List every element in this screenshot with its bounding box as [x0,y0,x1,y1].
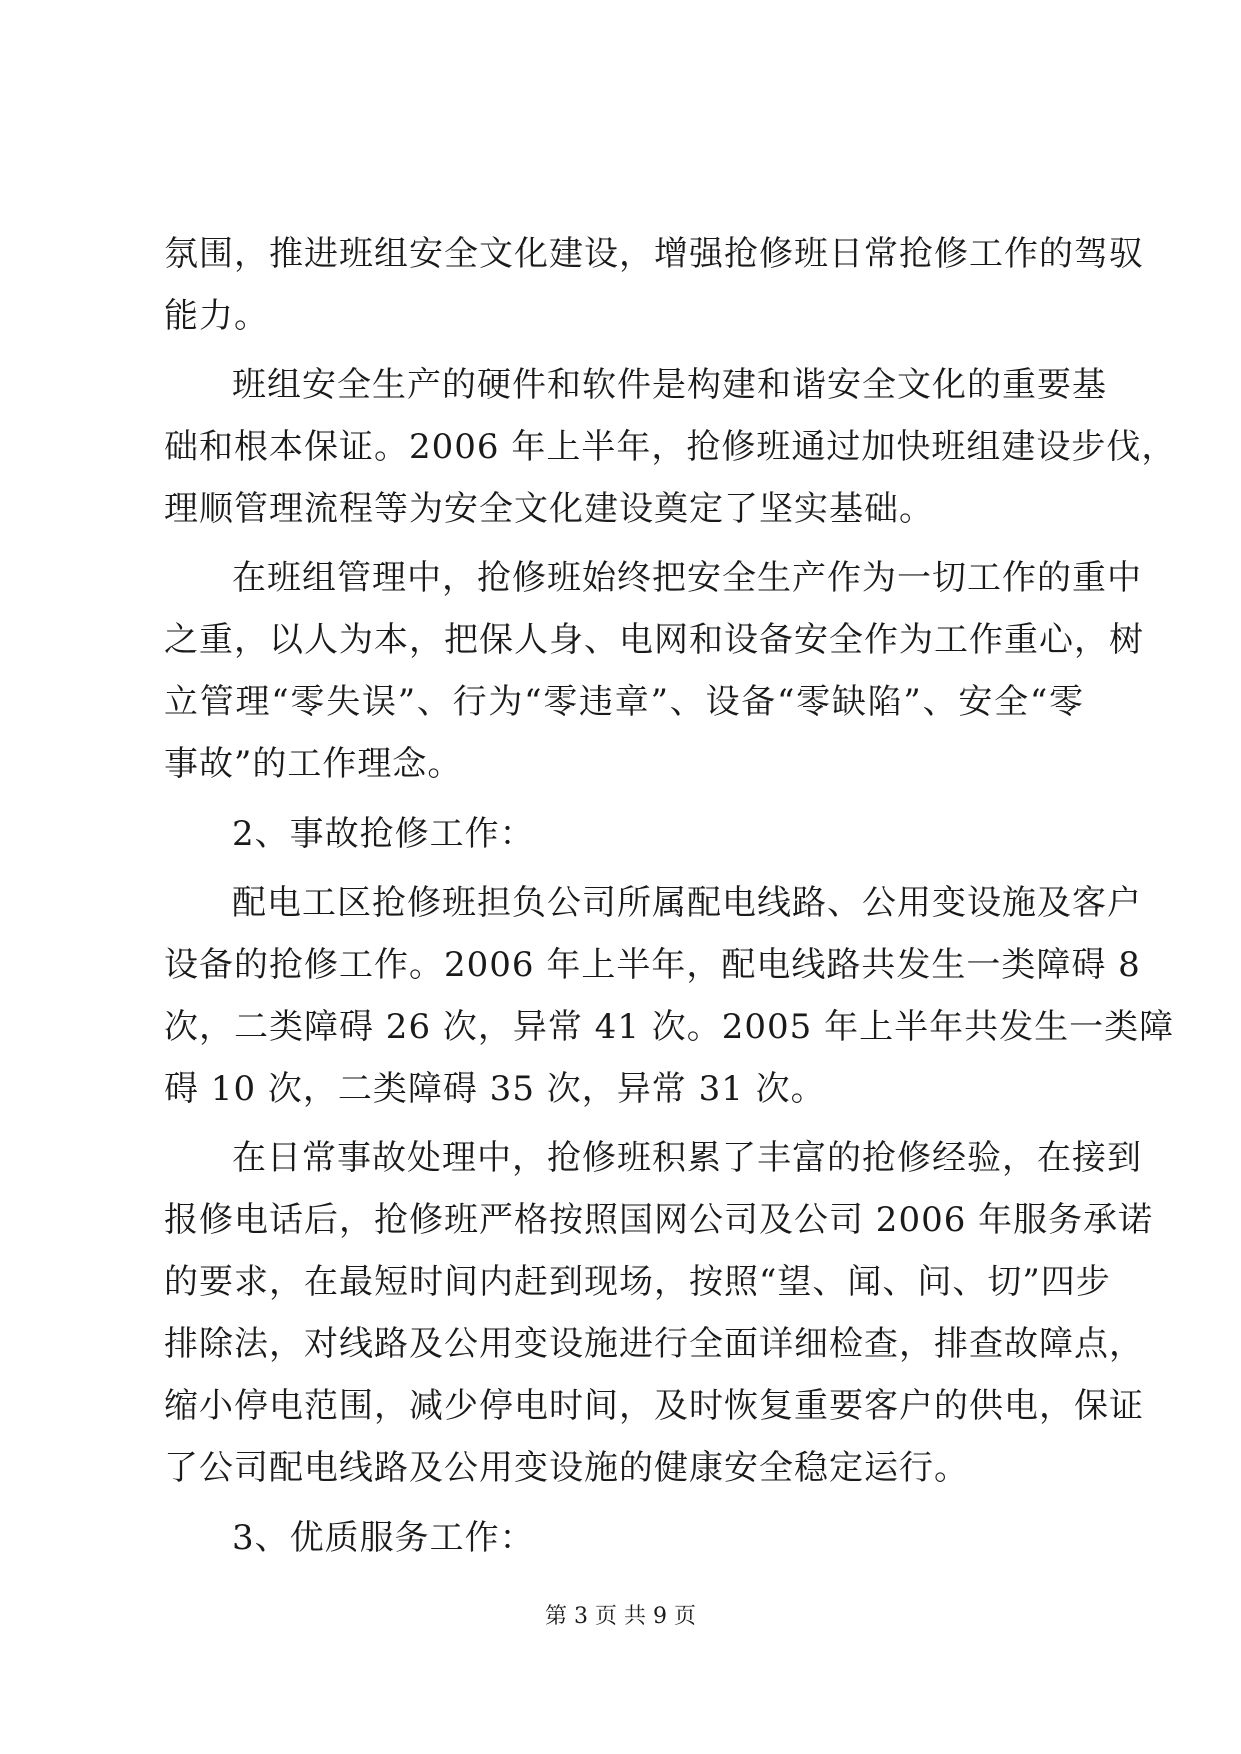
text-line: 次，二类障碍 26 次，异常 41 次。2005 年上半年共发生一类障 [164,1007,1175,1047]
text-line: 缩小停电范围，减少停电时间，及时恢复重要客户的供电，保证 [164,1386,1144,1426]
text-line: 立管理“零失误”、行为“零违章”、设备“零缺陷”、安全“零 [164,682,1084,722]
text-line: 氛围，推进班组安全文化建设，增强抢修班日常抢修工作的驾驭 [164,234,1144,274]
text-line: 础和根本保证。2006 年上半年，抢修班通过加快班组建设步伐， [164,427,1177,467]
text-line: 在班组管理中，抢修班始终把安全生产作为一切工作的重中 [232,558,1142,598]
section-heading: 3、优质服务工作： [232,1518,535,1558]
section-heading: 2、事故抢修工作： [232,814,535,854]
text-line: 在日常事故处理中，抢修班积累了丰富的抢修经验，在接到 [232,1138,1142,1178]
page-footer: 第 3 页 共 9 页 [545,1604,696,1629]
text-line: 碍 10 次，二类障碍 35 次，异常 31 次。 [164,1069,826,1109]
text-line: 设备的抢修工作。2006 年上半年，配电线路共发生一类障碍 8 [164,945,1141,985]
text-line: 事故”的工作理念。 [164,744,463,784]
text-line: 的要求，在最短时间内赶到现场，按照“望、闻、问、切”四步 [164,1262,1111,1302]
text-line: 配电工区抢修班担负公司所属配电线路、公用变设施及客户 [232,883,1142,923]
text-line: 报修电话后，抢修班严格按照国网公司及公司 2006 年服务承诺 [164,1200,1154,1240]
text-line: 排除法，对线路及公用变设施进行全面详细检查，排查故障点， [164,1324,1144,1364]
text-line: 了公司配电线路及公用变设施的健康安全稳定运行。 [164,1448,969,1488]
text-line: 班组安全生产的硬件和软件是构建和谐安全文化的重要基 [232,365,1107,405]
text-line: 理顺管理流程等为安全文化建设奠定了坚实基础。 [164,489,934,529]
text-line: 能力。 [164,296,269,336]
text-line: 之重，以人为本，把保人身、电网和设备安全作为工作重心，树 [164,620,1144,660]
